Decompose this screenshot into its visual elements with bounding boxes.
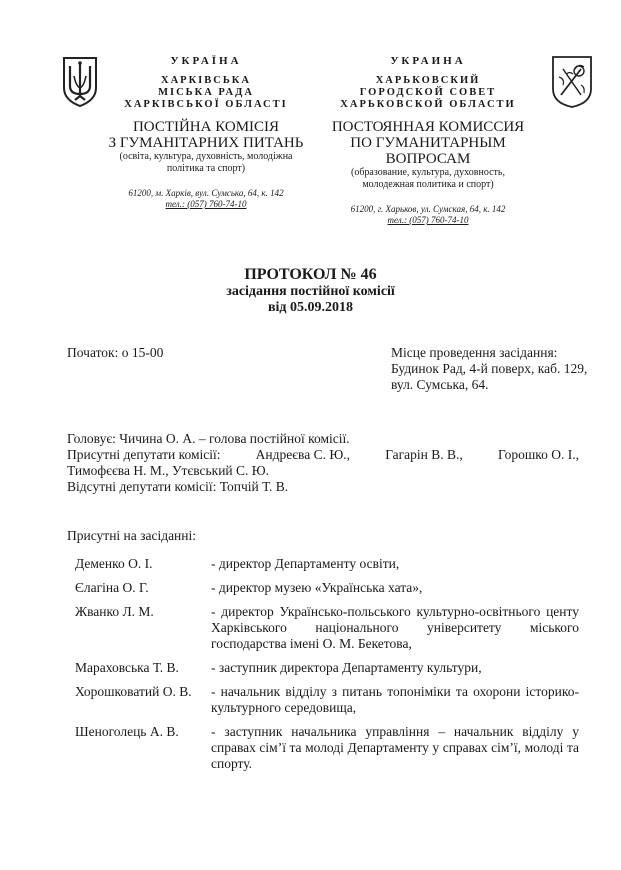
present-name-1: Андреєва С. Ю., [255,447,350,462]
address-line: 61200, м. Харків, вул. Сумська, 64, к. 142 [128,188,284,198]
council-line-1: ХАРКІВСЬКА [160,75,251,86]
commission-subtitle-1: (освіта, культура, духовність, молодіжна [119,151,293,162]
meeting-place [391,345,587,393]
address-ua [101,188,311,210]
address-line-ru: 61200, г. Харьков, ул. Сумская, 64, к. 142 [350,204,506,214]
meeting-place-building: Будинок Рад, 4-й поверх, каб. 129, [391,361,588,376]
commission-subtitle-1-ru: (образование, культура, духовность, [351,167,505,178]
invited-role: - директор Департаменту освіти, [211,556,400,571]
protocol-title: ПРОТОКОЛ № 46 [244,266,377,283]
protocol-subtitle: засідання постійної комісії [226,284,395,299]
invited-role: - начальник відділу з питань топоніміки та охорони історико-культурного середовища, [211,684,579,715]
council-line-3: ХАРКІВСЬКОЇ ОБЛАСТІ [124,99,288,110]
present-line-1 [67,447,579,463]
invited-role: - заступник директора Департаменту культури, [211,660,482,675]
meeting-start: Початок: о 15-00 [67,345,164,360]
meeting-place-label: Місце проведення засідання: [391,345,558,360]
invited-role: - директор Українсько-польського культурно-освітнього центу Харківського національного університету міського господарства імені О. М. Бекетова, [211,604,579,651]
invited-name: Хорошковатий О. В. [75,684,192,699]
phone-line-ru: тел.: (057) 760-74-10 [387,215,469,225]
commission-line-2: З ГУМАНІТАРНИХ ПИТАНЬ [108,135,304,151]
invited-name: Деменко О. І. [75,556,153,571]
invited-name: Мараховська Т. В. [75,660,179,675]
attendance-block [67,431,579,495]
invited-role: - заступник начальника управління – начальник відділу у справах сім’ї та молоді Департаменту у справах сім’ї, молоді та спорту. [211,724,579,771]
header-right [318,55,538,226]
invited-role: - директор музею «Українська хата», [211,580,423,595]
commission-line-1-ru: ПОСТОЯННАЯ КОМИССИЯ [331,119,525,135]
meeting-place-street: вул. Сумська, 64. [391,377,489,392]
phone-line: тел.: (057) 760-74-10 [165,199,247,209]
country-name-ua: УКРАЇНА [170,55,242,67]
country-name-ru: УКРАИНА [390,55,466,67]
address-ru [318,204,538,226]
present-line-2: Тимофєєва Н. М., Утєвський С. Ю. [67,463,270,478]
commission-subtitle-2: політика та спорт) [166,163,246,174]
council-line-3-ru: ХАРЬКОВСКОЙ ОБЛАСТИ [340,99,516,110]
present-name-3: Горошко О. І., [497,447,579,462]
kharkiv-city-arms-icon [551,55,593,109]
council-line-1-ru: ХАРЬКОВСКИЙ [375,75,481,86]
header-left [101,55,311,210]
commission-subtitle-2-ru: молодежная политика и спорт) [362,179,494,190]
commission-line-2-ru: ПО ГУМАНИТАРНЫМ ВОПРОСАМ [350,135,506,167]
protocol-date: від 05.09.2018 [267,300,354,315]
council-line-2: МІСЬКА РАДА [158,87,254,98]
absent-line: Відсутні депутати комісії: Топчій Т. В. [67,479,289,494]
invited-name: Єлагіна О. Г. [75,580,149,595]
invited-name: Жванко Л. М. [75,604,154,619]
trident-coat-of-arms-icon [62,56,98,108]
present-name-2: Гагарін В. В., [385,447,463,462]
invited-label: Присутні на засіданні: [67,528,197,543]
council-line-2-ru: ГОРОДСКОЙ СОВЕТ [359,87,497,98]
present-label: Присутні депутати комісії: [67,447,221,462]
invited-name: Шеноголець А. В. [75,724,179,739]
chair-line: Головує: Чичина О. А. – голова постійної комісії. [67,431,350,446]
commission-line-1: ПОСТІЙНА КОМІСІЯ [132,119,280,135]
